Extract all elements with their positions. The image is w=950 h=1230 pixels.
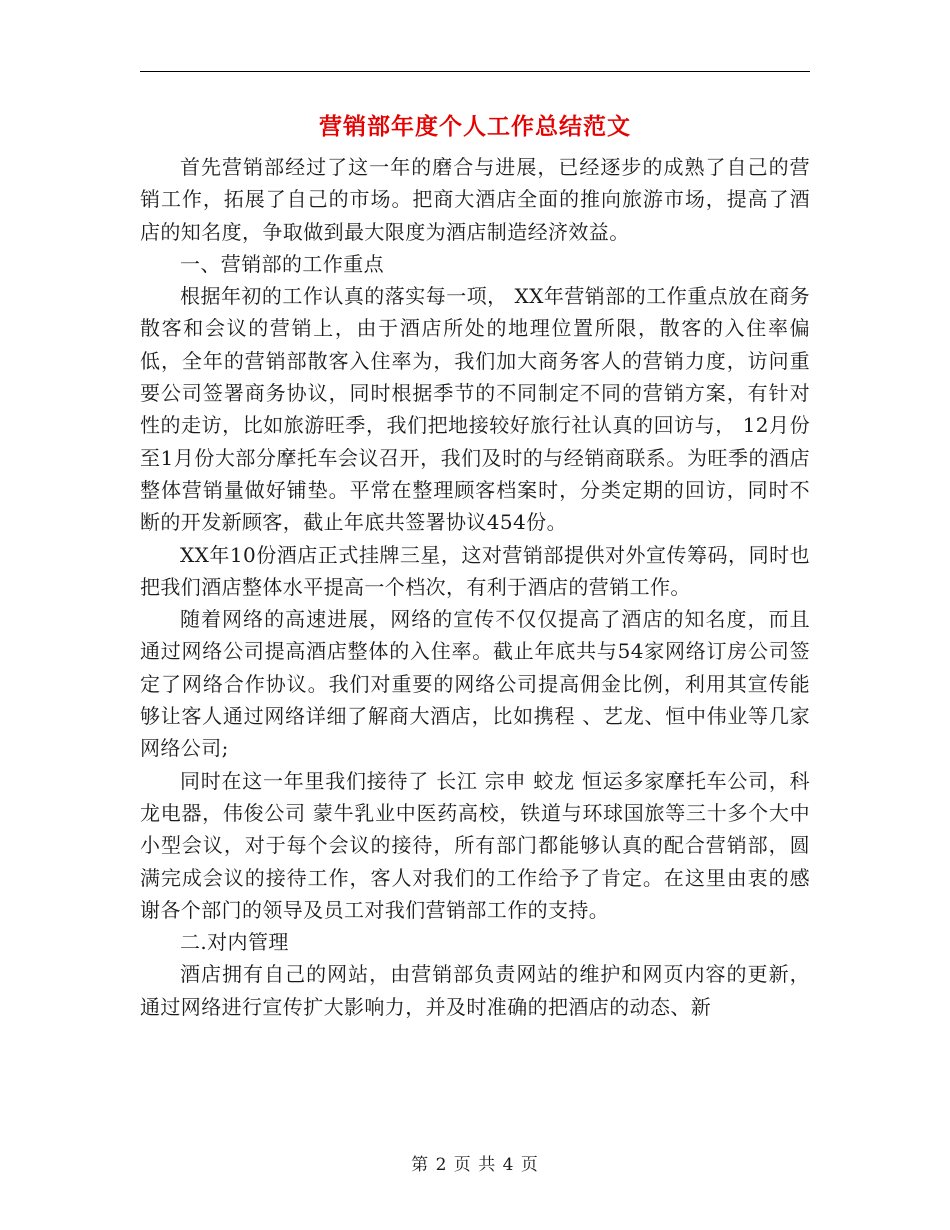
paragraph-network: 随着网络的高速进展，网络的宣传不仅仅提高了酒店的知名度，而且通过网络公司提高酒店整体的入住率。截止年底共与54家网络订房公司签定了网络合作协议。我们对重要的网络公司提高佣金比例，利用其宣传能够让客人通过网络详细了解商大酒店，比如携程 、艺龙、恒中伟业等几家网络公司;: [140, 607, 810, 761]
section-heading-internal: 二.对内管理: [180, 930, 289, 955]
header-rule: [140, 71, 810, 72]
document-body: [140, 151, 810, 1023]
paragraph-focus: 根据年初的工作认真的落实每一项， XX年营销部的工作重点放在商务散客和会议的营销上，由于酒店所处的地理位置所限，散客的入住率偏低，全年的营销部散客入住率为，我们加大商务客人的营销力度，访问重要公司签署商务协议，同时根据季节的不同制定不同的营销方案，有针对性的走访，比如旅游旺季，我们把地接较好旅行社认真的回访与， 12月份至1月份大部分摩托车会议召开，我们及时的与经销商联系。为旺季的酒店整体营销量做好铺垫。平常在整理顾客档案时，分类定期的回访，同时不断的开发新顾客，截止年底共签署协议454份。: [140, 284, 810, 535]
paragraph-website: 酒店拥有自己的网站，由营销部负责网站的维护和网页内容的更新，通过网络进行宣传扩大影响力，并及时准确的把酒店的动态、新: [140, 962, 810, 1019]
paragraph-intro: 首先营销部经过了这一年的磨合与进展，已经逐步的成熟了自己的营销工作，拓展了自己的市场。把商大酒店全面的推向旅游市场，提高了酒店的知名度，争取做到最大限度为酒店制造经济效益。: [140, 155, 810, 244]
paragraph-conferences: 同时在这一年里我们接待了 长江 宗申 蛟龙 恒运多家摩托车公司，科龙电器，伟俊公司 蒙牛乳业中医药高校，铁道与环球国旅等三十多个大中小型会议，对于每个会议的接待，所有部门都能够认真的配合营销部，圆满完成会议的接待工作，客人对我们的工作给予了肯定。在这里由衷的感谢各个部门的领导及员工对我们营销部工作的支持。: [140, 768, 810, 922]
page-number: 第 2 页 共 4 页: [411, 1155, 539, 1175]
document-title: 营销部年度个人工作总结范文: [319, 113, 631, 140]
section-heading-focus: 一、营销部的工作重点: [180, 251, 384, 276]
paragraph-three-star: XX年10份酒店正式挂牌三星，这对营销部提供对外宣传筹码，同时也把我们酒店整体水平提高一个档次，有利于酒店的营销工作。: [140, 542, 810, 599]
